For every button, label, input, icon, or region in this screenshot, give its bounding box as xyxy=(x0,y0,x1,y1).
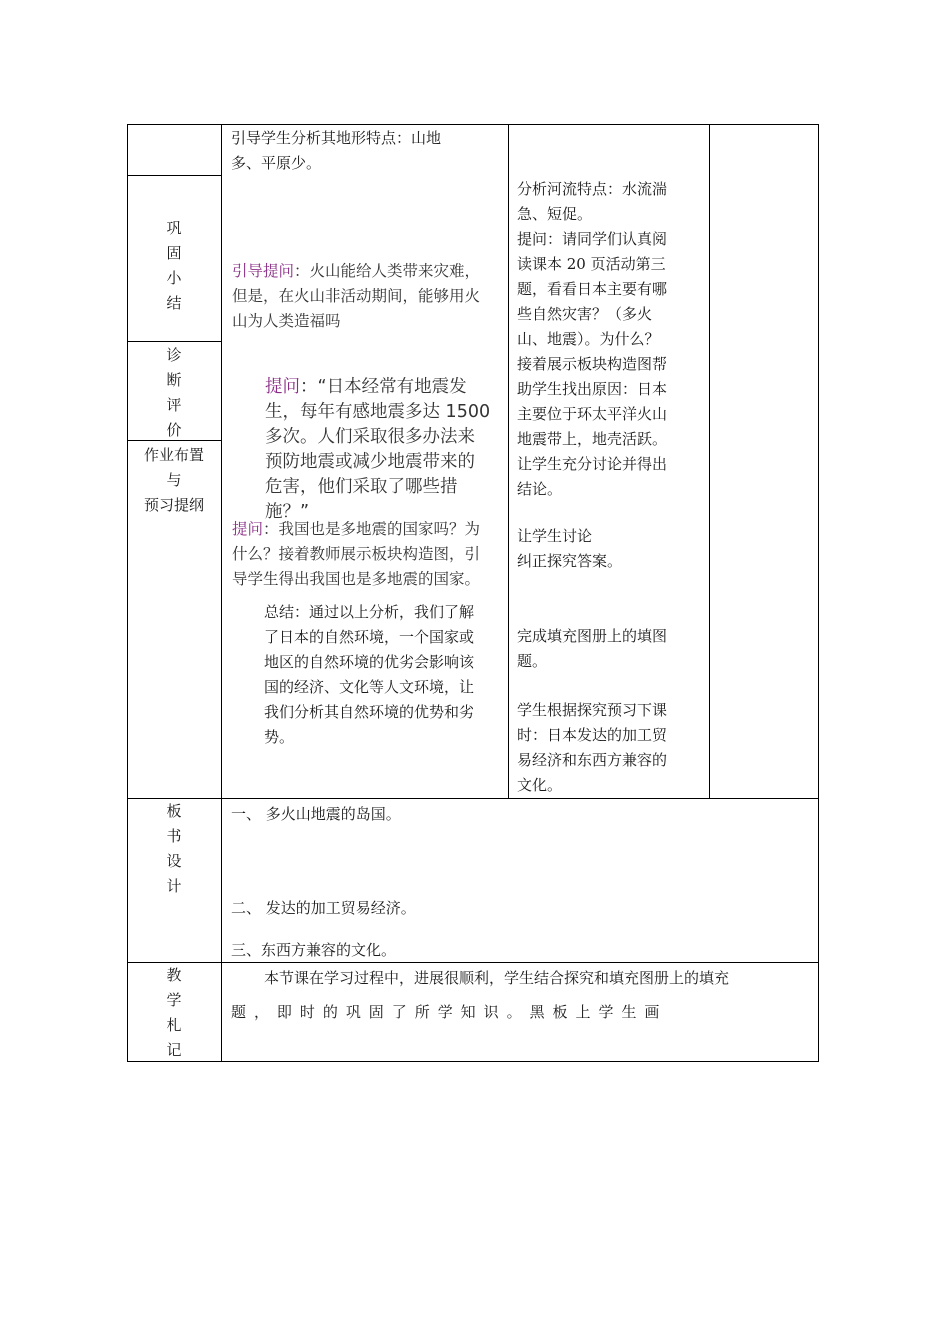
teacher-earthquake-paragraph xyxy=(265,375,505,525)
label-row-divider-2 xyxy=(127,341,221,342)
label-zhenduan-pingjia: 诊 断 评 价 xyxy=(166,346,182,439)
label-zuoye-yuxi: 作业布置 与 预习提纲 xyxy=(143,446,204,514)
label-gonggu-xiaojie: 巩 固 小 结 xyxy=(166,219,182,312)
student-extra-divider xyxy=(709,124,710,798)
teacher-terrain-paragraph: 引导学生分析其地形特点：山地 多、平原少。 xyxy=(231,129,442,172)
question-tag: 提问 xyxy=(265,377,300,397)
banshu-line-1: 一、 多火山地震的岛国。 xyxy=(231,805,401,823)
banshu-line-2: 二、 发达的加工贸易经济。 xyxy=(231,899,416,917)
question-tag: 引导提问 xyxy=(232,262,295,280)
table-right-border xyxy=(818,124,819,1062)
teacher-summary-paragraph: 总结：通过以上分析，我们了解 了日本的自然环境，一个国家或 地区的自然环境的优劣会影响该 国的经济、文化等人文环境，让 我们分析其自然环境的优势和劣 势。 xyxy=(264,603,475,746)
table-bottom-border xyxy=(127,1061,819,1062)
student-fill-map: 完成填充图册上的填图 题。 xyxy=(517,627,668,670)
student-preview: 学生根据探究预习下课 时：日本发达的加工贸 易经济和东西方兼容的 文化。 xyxy=(517,701,668,794)
banshu-row-top xyxy=(127,798,819,799)
jiaoxue-line-2: 题 ， 即 时 的 巩 固 了 所 学 知 识 。 黑 板 上 学 生 画 xyxy=(231,1003,662,1021)
label-row-divider-1 xyxy=(127,175,221,176)
label-jiaoxue-zhaji: 教 学 札 记 xyxy=(166,966,182,1059)
earthquake-question-text: ：“日本经常有地震发 生，每年有感地震多达 1500 多次。人们采取很多办法来 预防地震或减少地震带来的 危害，他们采取了哪些措 施？” xyxy=(265,377,491,522)
china-question-text: ：我国也是多地震的国家吗？为 什么？接着教师展示板块构造图，引 导学生得出我国也是多地震的国家。 xyxy=(232,520,481,588)
teacher-volcano-paragraph xyxy=(232,259,504,334)
teacher-student-divider xyxy=(508,124,509,798)
banshu-line-3: 三、东西方兼容的文化。 xyxy=(231,941,397,959)
table-top-border xyxy=(127,124,819,125)
label-column-divider xyxy=(221,124,222,1062)
volcano-question-text: ：火山能给人类带来灾难， 但是，在火山非活动期间，能够用火 山为人类造福吗 xyxy=(232,262,481,330)
teacher-china-paragraph xyxy=(232,517,506,592)
student-discussion: 让学生讨论 纠正探究答案。 xyxy=(517,527,623,570)
label-banshu-sheji: 板 书 设 计 xyxy=(166,802,182,895)
question-tag: 提问 xyxy=(232,520,264,538)
student-river-analysis: 分析河流特点：水流湍 急、短促。 提问：请同学们认真阅 读课本 20 页活动第三 题，看看日本主要有哪 些自然灾害？（多火 山、地震）。为什么？ 接着展示板块构造图帮 助学生找出原因：日本 主要位于环太平洋火山 地震带上，地壳活跃。 让学生充分讨论并得出 结论。 xyxy=(517,180,668,498)
jiaoxue-line-1: 本节课在学习过程中，进展很顺利，学生结合探究和填充图册上的填充 xyxy=(264,969,730,987)
